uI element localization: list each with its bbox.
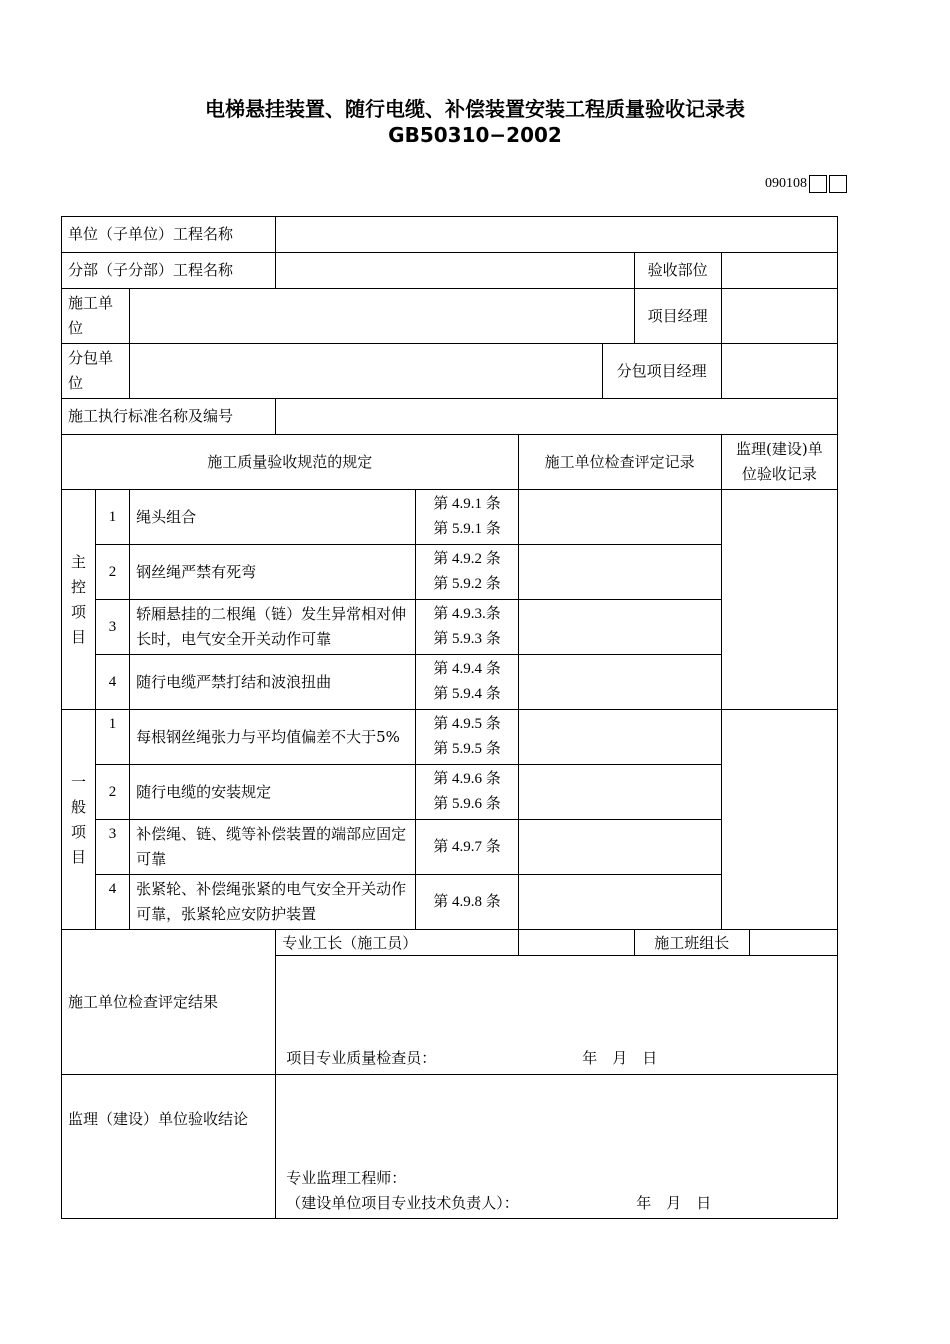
item-clause: 第 4.9.8 条 — [416, 875, 518, 930]
form-title — [0, 96, 950, 148]
supervision-conclusion-area[interactable] — [276, 1075, 838, 1219]
item-number: 2 — [96, 545, 130, 600]
form-code — [765, 173, 847, 195]
col-header-spec: 施工质量验收规范的规定 — [62, 435, 519, 490]
section-label-main-control: 主 控 项 目 — [62, 490, 96, 710]
item-number: 1 — [96, 490, 130, 545]
date-inspector: 年 月 日 — [582, 1049, 658, 1067]
acceptance-form-table — [61, 216, 838, 1219]
construction-result-area[interactable] — [276, 956, 838, 1075]
label-foreman: 专业工长（施工员） — [276, 930, 518, 956]
code-box-1[interactable] — [809, 175, 827, 193]
item-check-record[interactable] — [518, 765, 721, 820]
field-subcontract-unit[interactable] — [130, 344, 603, 399]
item-number: 3 — [96, 820, 130, 875]
label-standard: 施工执行标准名称及编号 — [62, 399, 276, 435]
field-team-leader[interactable] — [749, 930, 837, 956]
field-project-manager[interactable] — [721, 289, 837, 344]
item-text: 轿厢悬挂的二根绳（链）发生异常相对伸长时，电气安全开关动作可靠 — [130, 600, 416, 655]
label-team-leader: 施工班组长 — [634, 930, 749, 956]
item-text: 绳头组合 — [130, 490, 416, 545]
field-unit-project[interactable] — [276, 217, 838, 253]
item-text: 钢丝绳严禁有死弯 — [130, 545, 416, 600]
item-text: 张紧轮、补偿绳张紧的电气安全开关动作可靠，张紧轮应安防护装置 — [130, 875, 416, 930]
item-check-record[interactable] — [518, 490, 721, 545]
item-text: 随行电缆严禁打结和波浪扭曲 — [130, 655, 416, 710]
col-header-supervision-line1: 监理(建设)单 — [736, 440, 823, 458]
item-number: 3 — [96, 600, 130, 655]
label-quality-inspector: 项目专业质量检查员： — [286, 1049, 437, 1067]
item-check-record[interactable] — [518, 600, 721, 655]
item-clause: 第 4.9.2 条 第 5.9.2 条 — [416, 545, 518, 600]
item-text: 随行电缆的安装规定 — [130, 765, 416, 820]
item-clause: 第 4.9.6 条 第 5.9.6 条 — [416, 765, 518, 820]
label-unit-project: 单位（子单位）工程名称 — [62, 217, 276, 253]
label-subcontract-unit: 分包单位 — [62, 344, 130, 399]
item-text: 补偿绳、链、缆等补偿装置的端部应固定可靠 — [130, 820, 416, 875]
label-subcontract-manager: 分包项目经理 — [602, 344, 721, 399]
item-clause: 第 4.9.7 条 — [416, 820, 518, 875]
label-supervising-engineer: 专业监理工程师： — [286, 1169, 407, 1187]
label-sub-project: 分部（子分部）工程名称 — [62, 253, 276, 289]
item-check-record[interactable] — [518, 655, 721, 710]
field-construction-unit[interactable] — [130, 289, 635, 344]
date-supervision: 年 月 日 — [636, 1194, 712, 1212]
field-subcontract-manager[interactable] — [721, 344, 837, 399]
general-supervision-record[interactable] — [721, 710, 837, 930]
item-check-record[interactable] — [518, 875, 721, 930]
col-header-supervision — [721, 435, 837, 490]
col-header-supervision-line2: 位验收记录 — [741, 465, 817, 483]
form-title-standard: GB50310−2002 — [388, 123, 562, 147]
label-supervision-conclusion: 监理（建设）单位验收结论 — [62, 1075, 276, 1219]
item-clause: 第 4.9.3.条 第 5.9.3 条 — [416, 600, 518, 655]
item-clause: 第 4.9.1 条 第 5.9.1 条 — [416, 490, 518, 545]
item-check-record[interactable] — [518, 820, 721, 875]
item-number: 2 — [96, 765, 130, 820]
item-check-record[interactable] — [518, 545, 721, 600]
col-header-check-record: 施工单位检查评定记录 — [518, 435, 721, 490]
item-number: 4 — [96, 875, 130, 930]
field-sub-project[interactable] — [276, 253, 634, 289]
item-text: 每根钢丝绳张力与平均值偏差不大于5% — [130, 710, 416, 765]
label-acceptance-part: 验收部位 — [634, 253, 721, 289]
item-clause: 第 4.9.4 条 第 5.9.4 条 — [416, 655, 518, 710]
main-control-supervision-record[interactable] — [721, 490, 837, 710]
label-construction-unit: 施工单位 — [62, 289, 130, 344]
section-label-general: 一 般 项 目 — [62, 710, 96, 930]
field-standard[interactable] — [276, 399, 838, 435]
code-box-2[interactable] — [829, 175, 847, 193]
item-number: 1 — [96, 710, 130, 765]
item-number: 4 — [96, 655, 130, 710]
label-construction-result: 施工单位检查评定结果 — [62, 930, 276, 1075]
item-clause: 第 4.9.5 条 第 5.9.5 条 — [416, 710, 518, 765]
item-check-record[interactable] — [518, 710, 721, 765]
form-code-number: 090108 — [765, 176, 807, 191]
label-project-manager: 项目经理 — [634, 289, 721, 344]
field-foreman[interactable] — [518, 930, 634, 956]
field-acceptance-part[interactable] — [721, 253, 837, 289]
form-title-line1: 电梯悬挂装置、随行电缆、补偿装置安装工程质量验收记录表 — [205, 97, 745, 121]
label-owner-tech: （建设单位项目专业技术负责人）： — [286, 1194, 519, 1212]
